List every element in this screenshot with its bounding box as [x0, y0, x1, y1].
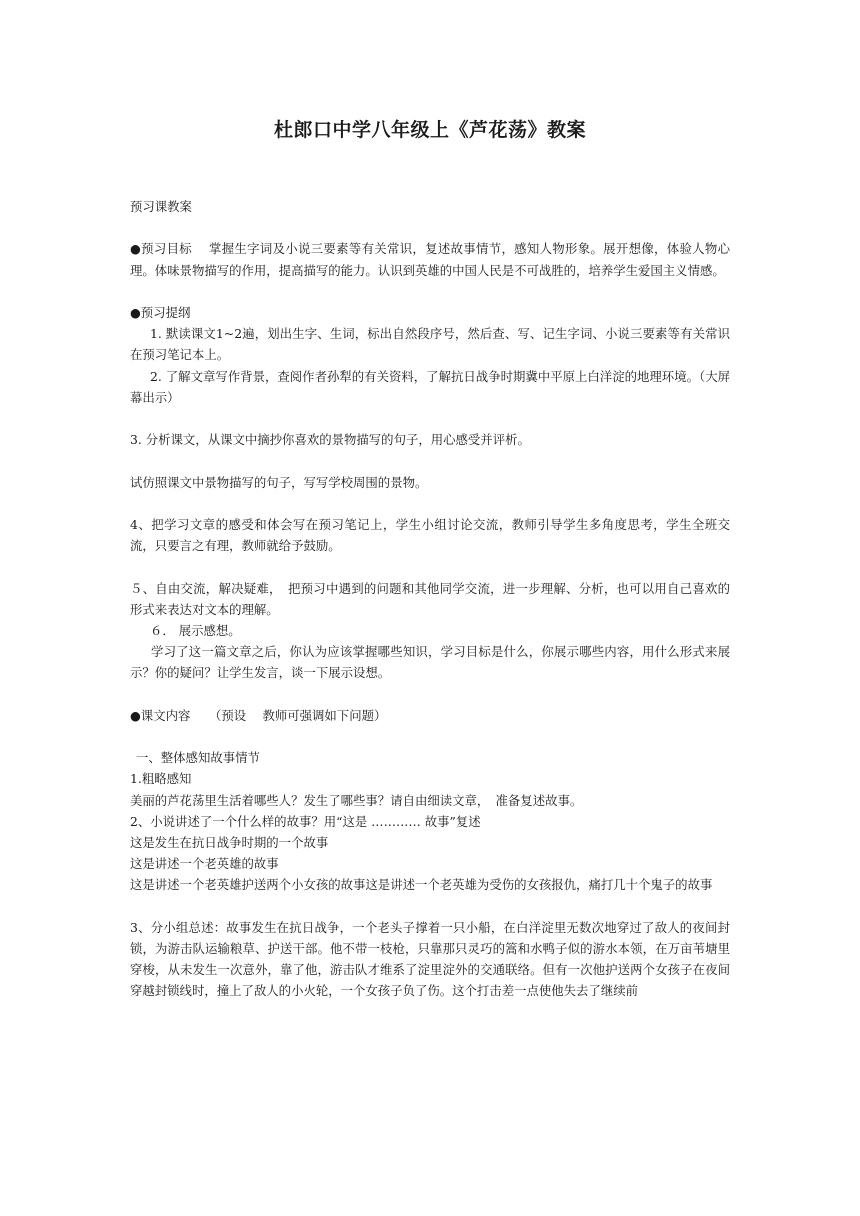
paragraph-outline-6: ６． 展示感想。: [150, 622, 241, 638]
subheading-rough: 1.粗略感知: [130, 771, 192, 787]
paragraph-outline-2: 2. 了解文章写作背景，查阅作者孙犁的有关资料，了解抗日战争时期冀中平原上白洋淀的地理环境。（大屏幕出示）: [130, 368, 730, 405]
paragraph-outline-5: ５、自由交流，解决疑难， 把预习中遇到的问题和其他同学交流，进一步理解、分析，也可以用自己喜欢的形式来表达对文本的理解。: [130, 580, 730, 617]
section-heading-outline: ●预习提纲: [130, 304, 191, 320]
section-heading-preview: 预习课教案: [130, 199, 192, 214]
document-title: 杜郎口中学八年级上《芦花荡》教案: [273, 119, 586, 141]
subheading-overall: 一、整体感知故事情节: [136, 750, 260, 766]
paragraph-reflection: 学习了这一篇文章之后，你认为应该掌握哪些知识，学习目标是什么，你展示哪些内容，用什么形式来展示？你的疑问？让学生发言，谈一下展示设想。: [130, 644, 730, 681]
paragraph-answer-2: 这是讲述一个老英雄的故事: [130, 856, 279, 872]
document-body: [130, 196, 730, 1002]
paragraph-outline-1: 1. 默读课文1~2遍，划出生字、生词，标出自然段序号，然后查、写、记生字词、小说三要素等有关常识在预习笔记本上。: [130, 326, 730, 363]
section-heading-content: ●课文内容 （预设 教师可强调如下问题）: [130, 707, 387, 723]
paragraph-question: 美丽的芦花荡里生活着哪些人？发生了哪些事？请自由细读文章， 准备复述故事。: [130, 792, 583, 808]
paragraph-group-summary: 3、分小组总述：故事发生在抗日战争，一个老头子撑着一只小船，在白洋淀里无数次地穿过了敌人的夜间封锁，为游击队运输粮草、护送干部。他不带一枝枪，只靠那只灵巧的篙和水鸭子似的游水本领，在万亩苇塘里穿梭，从未发生一次意外，靠了他，游击队才维系了淀里淀外的交通联络。但有一次他护送两个女孩子在夜间穿越封锁线时，撞上了敌人的小火轮，一个女孩子负了伤。这个打击差一点使他失去了继续前: [130, 919, 730, 999]
paragraph-outline-4: 4、把学习文章的感受和体会写在预习笔记上，学生小组讨论交流，教师引导学生多角度思考，学生全班交流，只要言之有理，教师就给予鼓励。: [130, 516, 730, 554]
paragraph-answer-1: 这是发生在抗日战争时期的一个故事: [130, 834, 329, 850]
paragraph-preview-goal: ●预习目标 掌握生字词及小说三要素等有关常识，复述故事情节，感知人物形象。展开想像，体验人物心理。体味景物描写的作用，提高描写的能力。认识到英雄的中国人民是不可战胜的，培养学生爱国主义情感。: [130, 241, 730, 278]
paragraph-outline-3: 3. 分析课文，从课文中摘抄你喜欢的景物描写的句子，用心感受并评析。: [130, 432, 530, 448]
paragraph-story-prompt: 2、小说讲述了一个什么样的故事？用“这是 ………… 故事”复述: [130, 813, 481, 829]
paragraph-answer-3: 这是讲述一个老英雄护送两个小女孩的故事这是讲述一个老英雄为受伤的女孩报仇，痛打几十个鬼子的故事: [130, 877, 713, 893]
paragraph-imitation: 试仿照课文中景物描写的句子，写写学校周围的景物。: [130, 474, 428, 490]
